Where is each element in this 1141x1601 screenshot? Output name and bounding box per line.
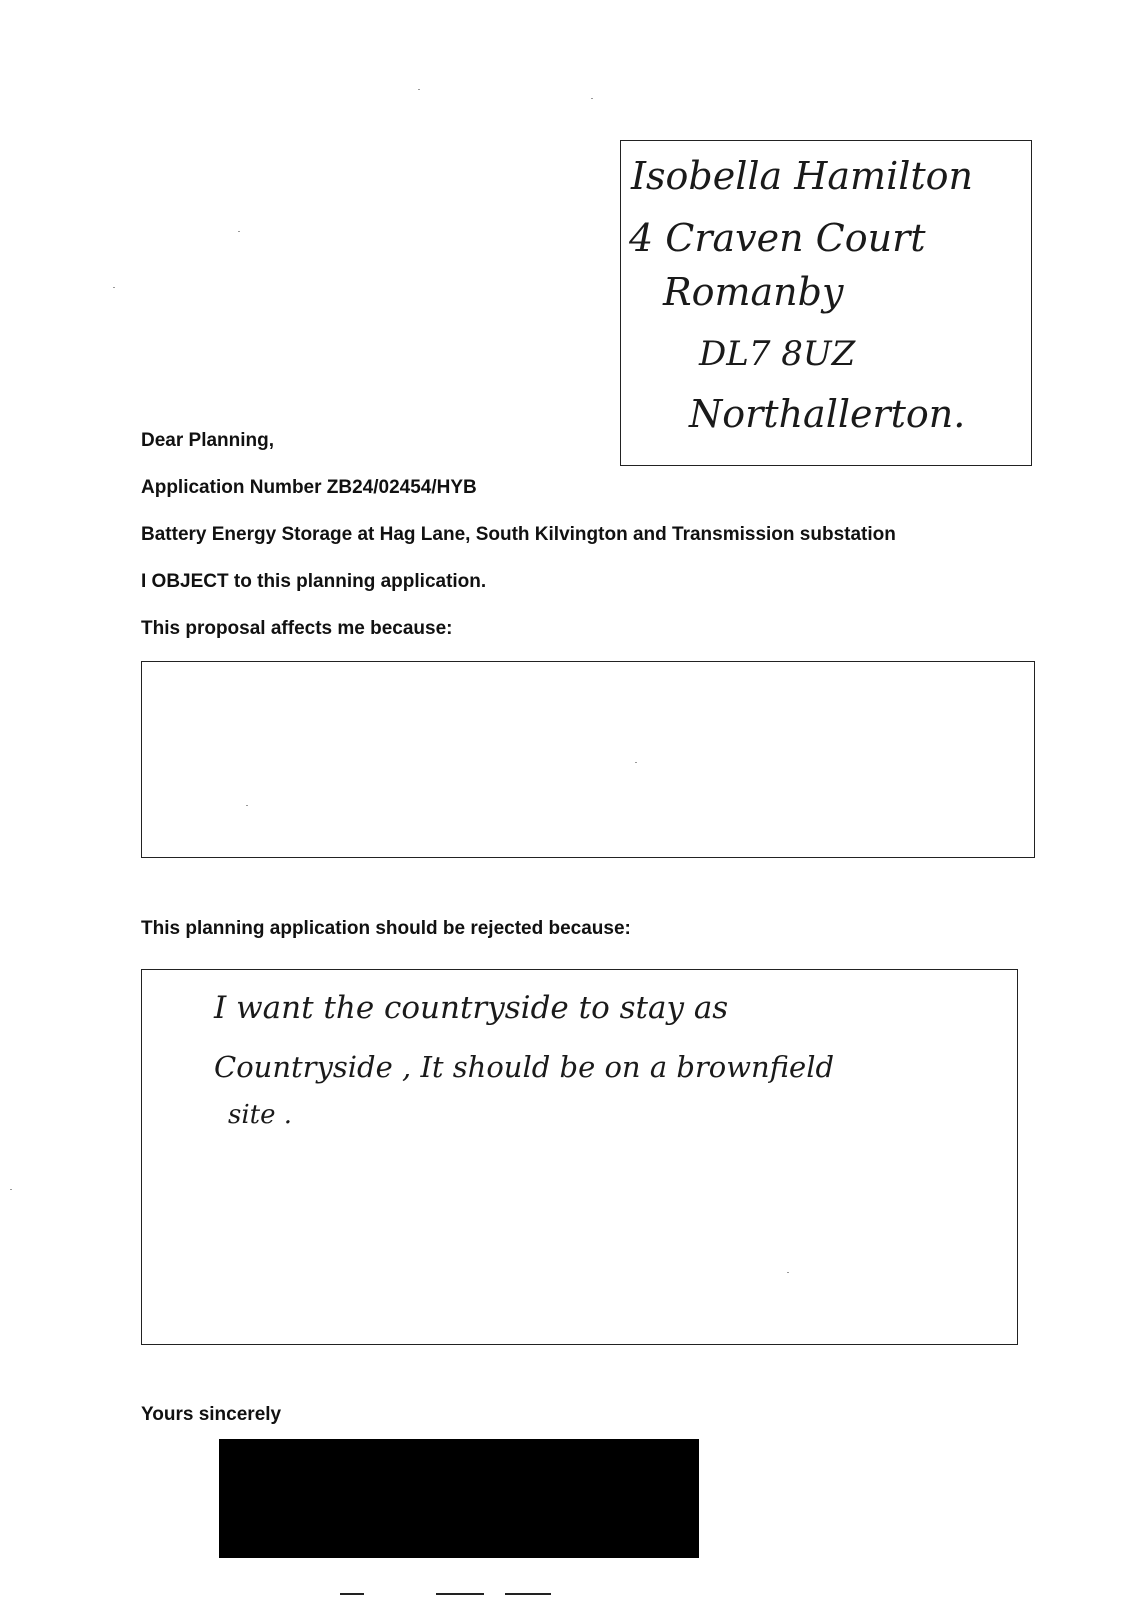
closing: Yours sincerely xyxy=(141,1404,282,1425)
affects-answer-box xyxy=(141,661,1035,858)
address-postcode: DL7 8UZ xyxy=(699,334,856,374)
rejected-answer-line-1: I want the countryside to stay as xyxy=(214,990,729,1026)
scan-speck xyxy=(787,1272,789,1273)
address-town: Romanby xyxy=(663,270,844,314)
affects-heading: This proposal affects me because: xyxy=(141,618,453,639)
signature-redaction xyxy=(219,1439,699,1558)
scan-speck xyxy=(418,89,420,90)
scan-speck xyxy=(591,98,593,99)
address-street: 4 Craven Court xyxy=(629,216,926,260)
rejected-answer-box xyxy=(141,969,1018,1345)
rejected-answer-line-2: Countryside , It should be on a brownfield xyxy=(214,1050,835,1084)
scan-speck xyxy=(635,762,637,763)
salutation: Dear Planning, xyxy=(141,430,275,451)
sender-address-box xyxy=(620,140,1032,466)
address-name: Isobella Hamilton xyxy=(631,154,973,198)
rejected-heading: This planning application should be rejected because: xyxy=(141,918,631,939)
objection-statement: I OBJECT to this planning application. xyxy=(141,571,487,592)
address-city: Northallerton. xyxy=(689,392,966,436)
rejected-answer-line-3: site . xyxy=(228,1100,293,1130)
application-number: Application Number ZB24/02454/HYB xyxy=(141,477,477,498)
scan-speck xyxy=(10,1189,12,1190)
scan-speck xyxy=(246,805,248,806)
scan-speck xyxy=(113,287,115,288)
application-subject: Battery Energy Storage at Hag Lane, South Kilvington and Transmission substation xyxy=(141,524,896,545)
scan-speck xyxy=(238,231,240,232)
